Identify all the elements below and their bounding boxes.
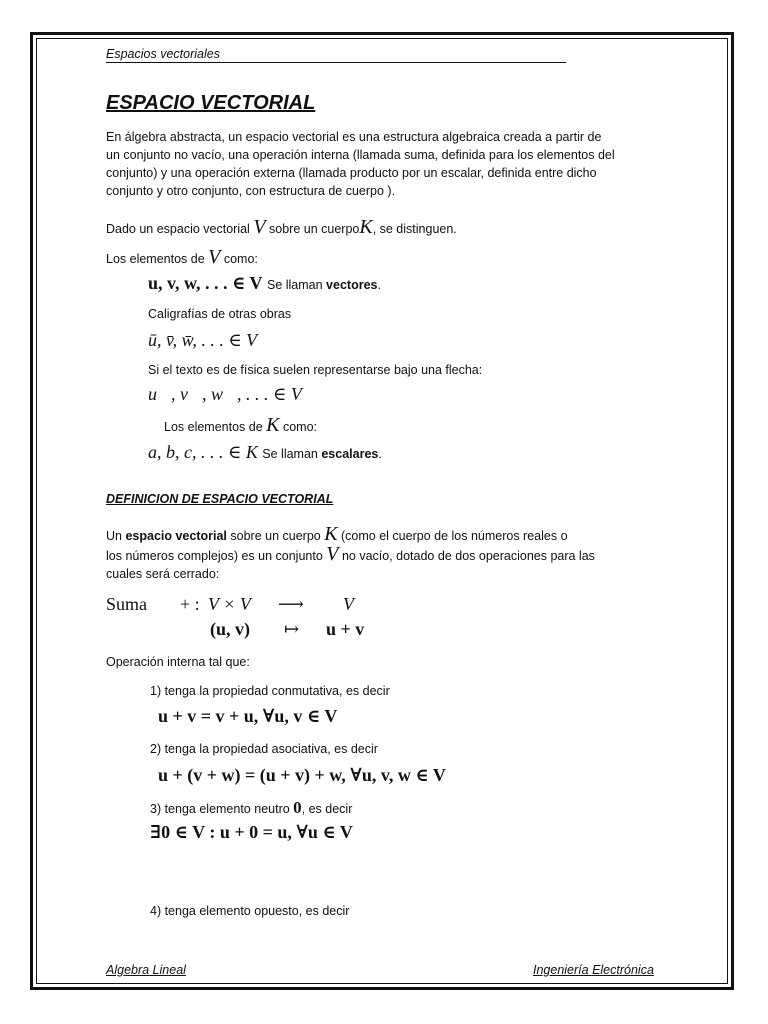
bar-vectors-formula: ū, v̄, w̄, . . . ∈ V [148,330,258,350]
header-rule [106,62,566,63]
elements-v-line: Los elementos de V como: [106,246,258,268]
suma-domain: V × V [208,594,251,614]
scalars-formula: a, b, c, . . . ∈ K [148,442,258,462]
elements-k-line: Los elementos de K como: [164,414,318,436]
math-V: V [326,543,339,565]
intro-paragraph [106,128,615,200]
prop-3-formula: ∃0 ∈ V : u + 0 = u, ∀u ∈ V [150,822,353,842]
caligrafias-text: Caligrafías de otras obras [148,307,292,321]
arrow-vectors-formula: u⃗, v⃗, w⃗, . . . ∈ V [148,384,302,404]
intro-line: En álgebra abstracta, un espacio vectorial es una estructura algebraica creada a partir de [106,130,602,144]
prop-2-formula: u + (v + w) = (u + v) + w, ∀u, v, w ∈ V [158,765,446,785]
footer-right: Ingeniería Electrónica [533,963,654,977]
vectors-formula: u, v, w, . . . ∈ V [148,273,263,293]
math-V: V [208,246,221,268]
definition-paragraph [106,525,595,583]
intro-line: un conjunto no vacío, una operación interna (llamada suma, definida para los elementos del [106,148,615,162]
def-line-2: los números complejos) es un conjunto V no vacío, dotado de dos operaciones para las [106,543,595,565]
intro-line: conjunto y otro conjunto, con estructura de cuerpo ). [106,184,396,198]
prop-2-text: 2) tenga la propiedad asociativa, es decir [150,742,378,756]
fisica-text: Si el texto es de física suelen representarse bajo una flecha: [148,363,483,377]
prop-1-text: 1) tenga la propiedad conmutativa, es decir [150,684,390,698]
prop-3-text: 3) tenga elemento neutro 0, es decir [150,798,353,817]
math-V: V [253,216,266,238]
footer-left: Algebra Lineal [106,963,186,977]
section-subtitle: DEFINICION DE ESPACIO VECTORIAL [106,492,334,506]
suma-pair: (u, v) [210,619,250,639]
running-header: Espacios vectoriales [106,47,220,61]
def-line-3: cuales será cerrado: [106,567,220,581]
suma-operator: + : [180,594,200,614]
math-K: K [324,523,338,545]
suma-label: Suma [106,594,148,614]
op-interna-text: Operación interna tal que: [106,655,250,669]
scalars-line: a, b, c, . . . ∈ K Se llaman escalares. [148,442,382,462]
math-K: K [359,216,373,238]
suma-mapsto: ↦ [284,619,300,639]
math-K: K [266,414,280,436]
def-line-1: Un espacio vectorial sobre un cuerpo K (como el cuerpo de los números reales o [106,523,568,545]
suma-arrow: ⟶ [278,594,304,614]
intro-line: conjunto) y una operación externa (llamada producto por un escalar, definida entre dicho [106,166,597,180]
dado-line: Dado un espacio vectorial V sobre un cuerpoK, se distinguen. [106,216,457,238]
suma-result: u + v [326,619,365,639]
suma-codomain: V [343,594,354,614]
page-title: ESPACIO VECTORIAL [106,92,316,114]
vectors-line: u, v, w, . . . ∈ V Se llaman vectores. [148,273,381,293]
prop-4-text: 4) tenga elemento opuesto, es decir [150,904,350,918]
prop-1-formula: u + v = v + u, ∀u, v ∈ V [158,706,338,726]
